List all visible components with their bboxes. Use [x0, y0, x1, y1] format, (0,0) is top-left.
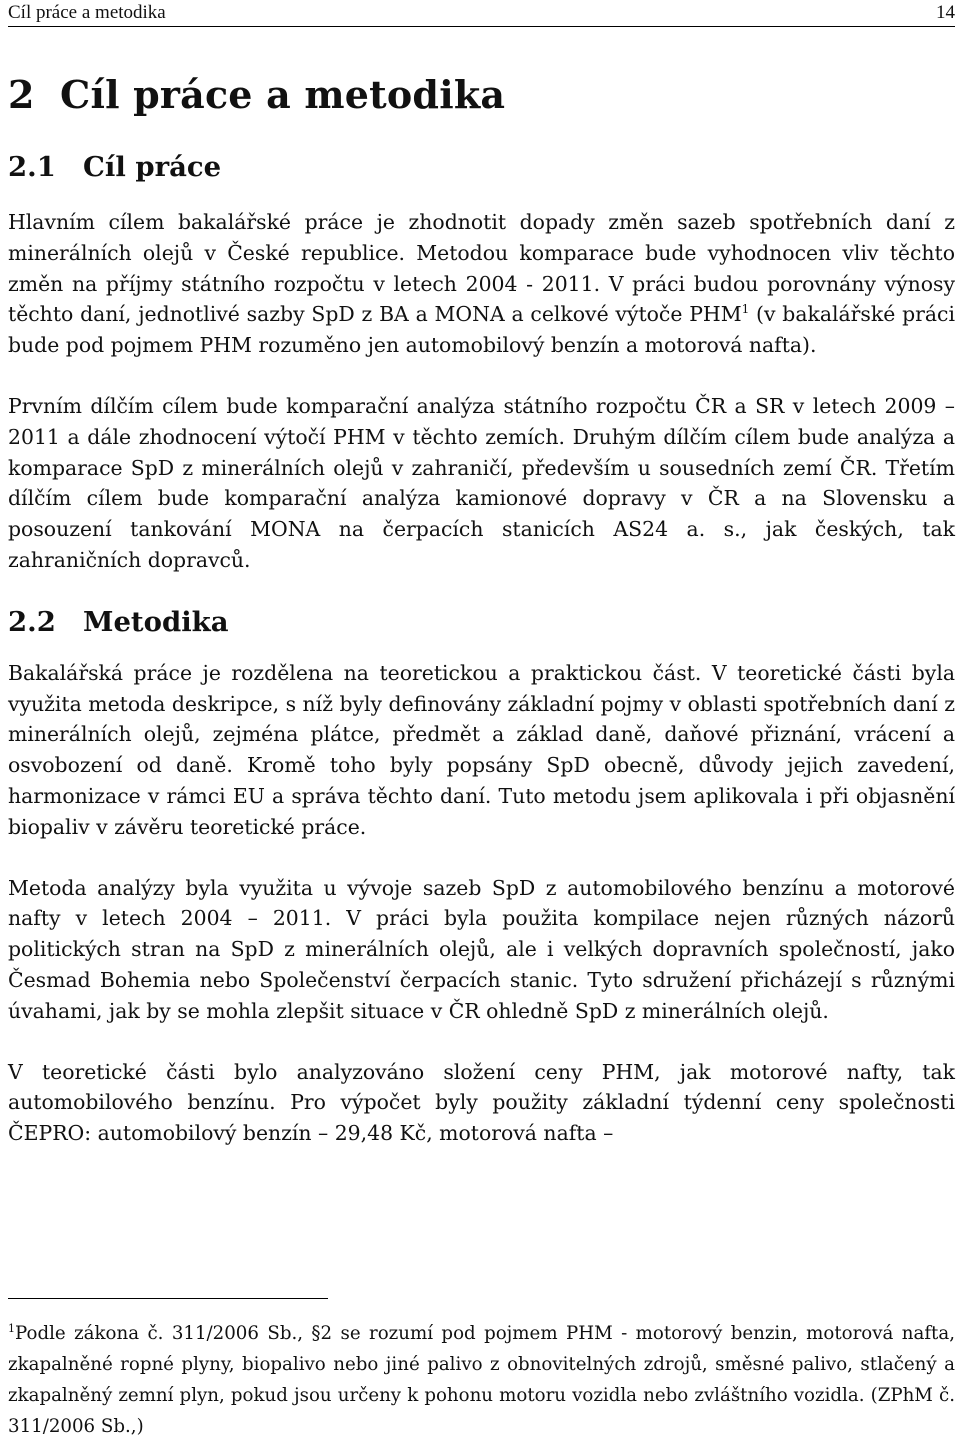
- running-header-title: Cíl práce a metodika: [8, 2, 166, 23]
- page-number: 14: [936, 2, 955, 23]
- paragraph: Prvním dílčím cílem bude komparační analýza státního rozpočtu ČR a SR v letech 2009 – 2011 a dále zhodnocení výtočí PHM v těchto zemích. Druhým dílčím cílem bude analýza a komparace SpD z minerálních olejů v zahraničí, především u sousedních zemí ČR. Třetím dílčím cílem bude komparační analýza kamionové dopravy v ČR a na Slovensku a posouzení tankování MONA na čerpacích stanicích AS24 a. s., jak českých, tak zahraničních dopravců.: [8, 393, 955, 572]
- paragraph: [8, 207, 955, 361]
- section-title: Metodika: [83, 605, 229, 638]
- section-heading-cil-prace: [8, 147, 955, 187]
- document-page: [8, 0, 955, 1149]
- paragraph: Metoda analýzy byla využita u vývoje sazeb SpD z automobilového benzínu a motorové nafty v letech 2004 – 2011. V práci byla použita kompilace nejen různých názorů politických stran na SpD z minerálních olejů, ale i velkých dopravních společností, jako Česmad Bohemia nebo Společenství čerpacích stanic. Tyto sdružení přicházejí s různými úvahami, jak by se mohla zlepšit situace v ČR ohledně SpD z minerálních olejů.: [8, 875, 955, 1023]
- running-header: [8, 0, 955, 27]
- section-number: 2.1: [8, 151, 56, 183]
- section-number: 2.2: [8, 605, 56, 638]
- paragraph-text: Hlavním cílem bakalářské práce je zhodnotit dopady změn sazeb spotřebních daní z minerálních olejů v České republice. Metodou komparace bude vyhodnocen vliv těchto změn na příjmy státního rozpočtu v letech 2004 - 2011. V práci budou porovnány výnosy těchto daní, jednotlivé sazby SpD z BA a MONA a celkové výtoče PHM: [8, 210, 955, 327]
- section-heading-metodika: [8, 602, 955, 642]
- chapter-number: 2: [8, 72, 35, 117]
- footnote-separator: [8, 1298, 328, 1299]
- footnote: [8, 1318, 955, 1442]
- paragraph-text: (v bakalářské práci bude pod pojmem PHM rozuměno jen automobilový benzín a motorová nafta).: [8, 302, 956, 358]
- paragraph: V teoretické části bylo analyzováno složení ceny PHM, jak motorové nafty, tak automobilového benzínu. Pro výpočet byly použity základní týdenní ceny společnosti ČEPRO: automobilový benzín – 29,48 Kč, motorová nafta –: [8, 1059, 955, 1146]
- footnote-marker: 1: [8, 1322, 15, 1335]
- footnote-text: Podle zákona č. 311/2006 Sb., §2 se rozumí pod pojmem PHM - motorový benzin, motorová nafta, zkapalněné ropné plyny, biopalivo nebo jiné palivo z obnovitelných zdrojů, směsné palivo, stlačený a zkapalněný zemní plyn, pokud jsou určeny k pohonu motoru vozidla nebo zvláštního vozidla. (ZPhM č. 311/2006 Sb.,): [8, 1323, 955, 1437]
- chapter-heading: [8, 69, 955, 121]
- section-title: Cíl práce: [83, 151, 222, 183]
- chapter-title: Cíl práce a metodika: [60, 72, 506, 117]
- footnote-reference[interactable]: 1: [741, 302, 750, 317]
- paragraph: Bakalářská práce je rozdělena na teoretickou a praktickou část. V teoretické části byla využita metoda deskripce, s níž byly definovány základní pojmy v oblasti spotřebních daní z minerálních olejů, zejména plátce, předmět a základ daně, daňové přiznání, vrácení a osvobození od daně. Kromě toho byly popsány SpD obecně, důvody jejich zavedení, harmonizace v rámci EU a správa těchto daní. Tuto metodu jsem aplikovala i při objasnění biopaliv v závěru teoretické práce.: [8, 660, 955, 839]
